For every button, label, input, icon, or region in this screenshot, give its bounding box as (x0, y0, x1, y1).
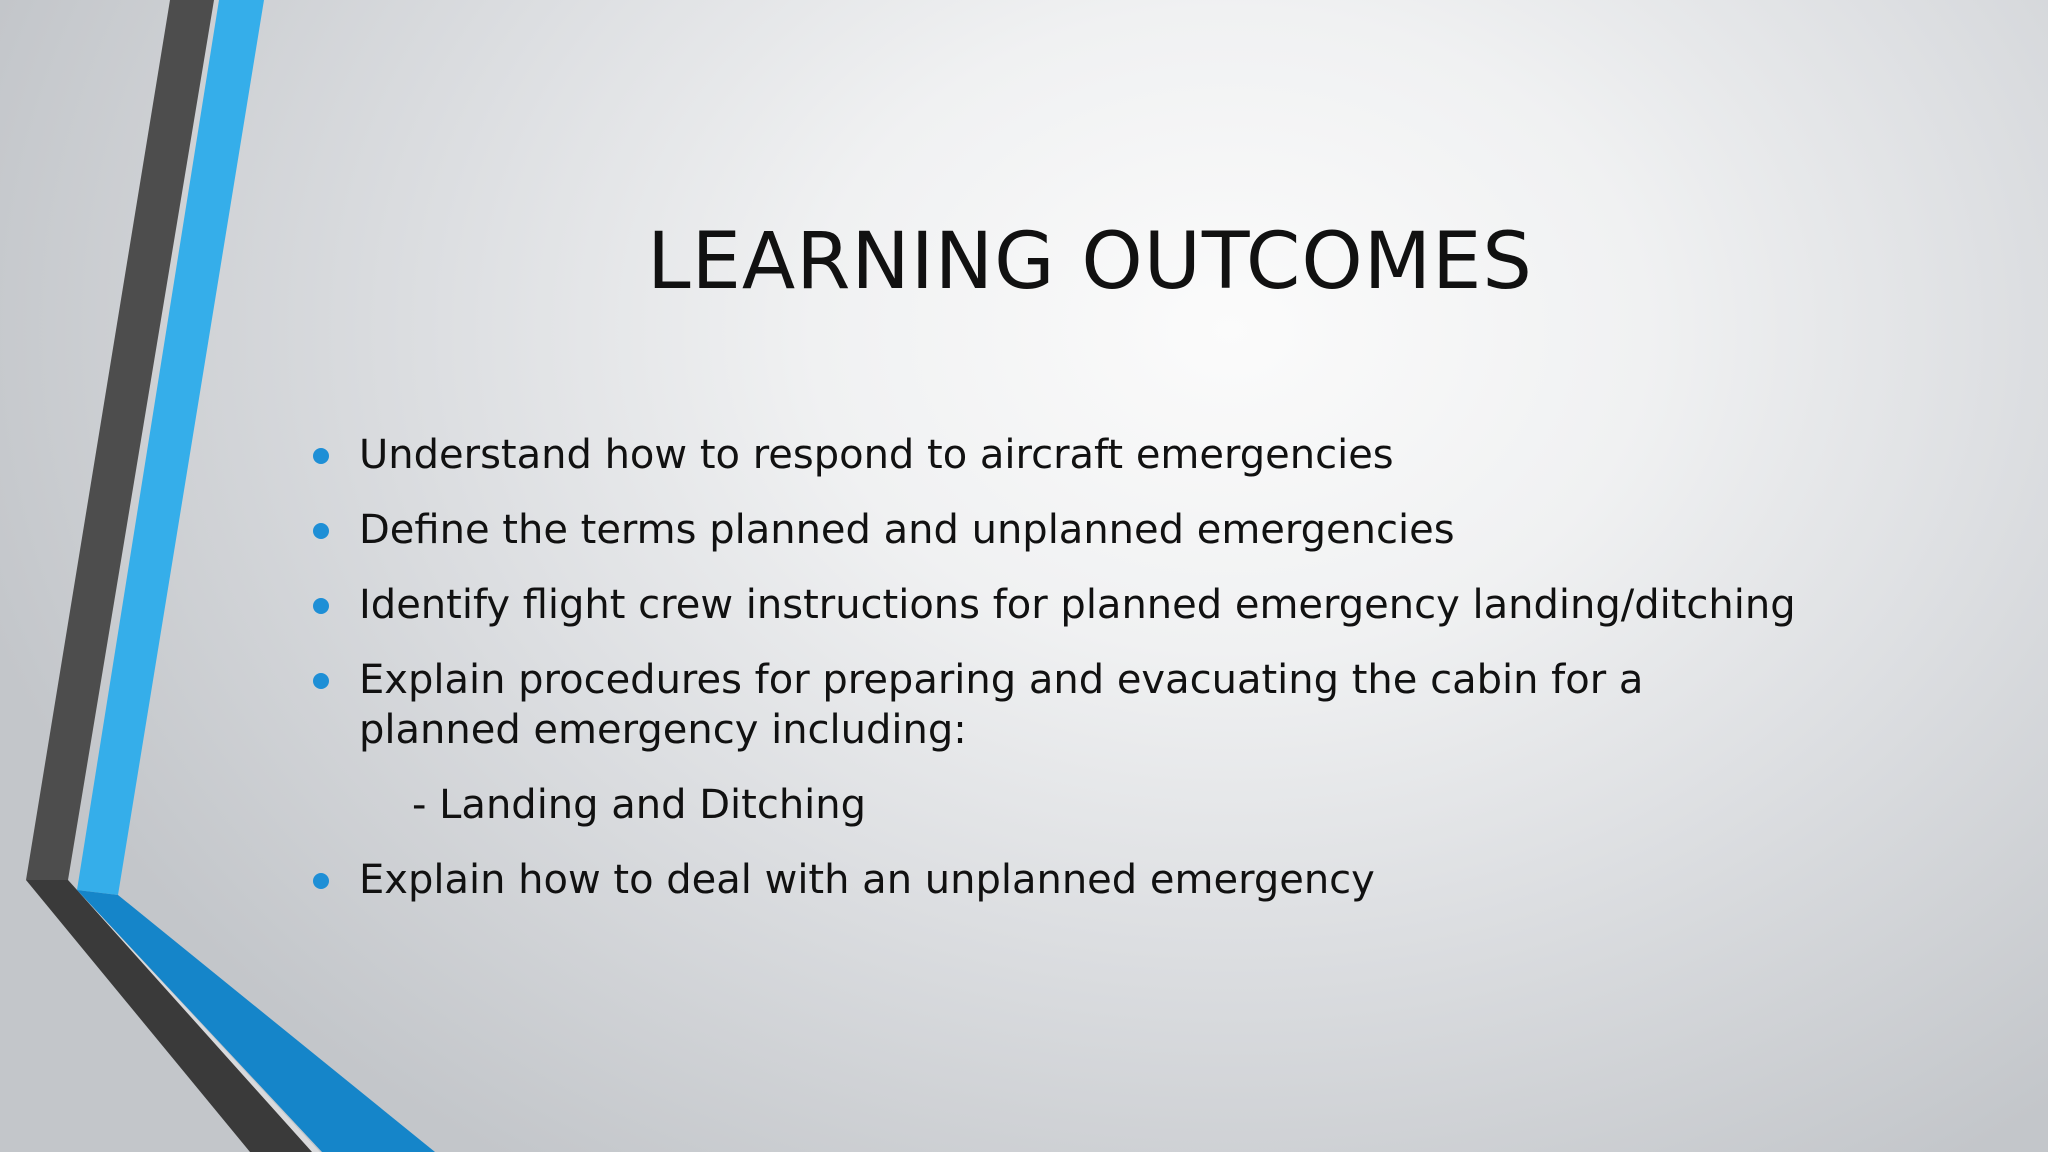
bullet-icon (313, 873, 329, 889)
list-item-text: Define the terms planned and unplanned emergencies (359, 507, 1455, 553)
slide-title: LEARNING OUTCOMES (647, 217, 1533, 307)
list-item (300, 430, 1800, 480)
list-item-text: Identify flight crew instructions for planned emergency landing/ditching (359, 582, 1796, 628)
light-divider (68, 880, 320, 1152)
sub-list-item: - Landing and Ditching (412, 782, 867, 828)
list-item-text: Understand how to respond to aircraft emergencies (359, 432, 1394, 478)
bullet-icon (313, 673, 329, 689)
list-item (300, 855, 1800, 905)
dark-stripe-lower (26, 880, 315, 1152)
list-item (300, 505, 1800, 555)
bullet-icon (313, 523, 329, 539)
list-item-text: Explain how to deal with an unplanned emergency (359, 857, 1375, 903)
list-item-text: Explain procedures for preparing and evacuating the cabin for a planned emergency including: (359, 657, 1644, 753)
bullet-icon (313, 598, 329, 614)
list-item (300, 655, 1800, 755)
learning-outcomes-list (300, 430, 1800, 930)
list-item (300, 580, 1800, 630)
bullet-icon (313, 448, 329, 464)
